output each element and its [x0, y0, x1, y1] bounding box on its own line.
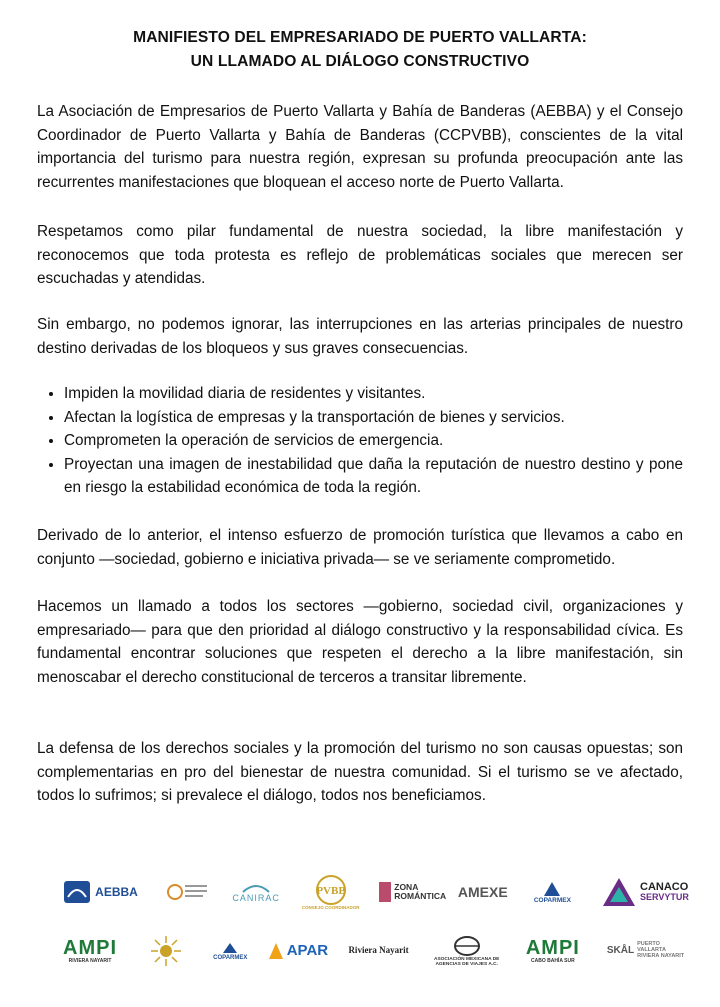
paragraph-conclusion: La defensa de los derechos sociales y la promoción del turismo no son causas opuestas; son complementarias en pro del bienestar de nuestra comunidad. Si el turismo se ve afectado, todos lo sufrimos; si prevalece el diálogo, todos nos beneficiamos. — [37, 740, 683, 805]
amav-logo — [427, 935, 507, 967]
canaco-icon — [601, 875, 637, 909]
aebba-logo-label: AEBBA — [95, 884, 138, 899]
skal-logo-sub: PUERTO VALLARTA RIVIERA NAYARIT — [637, 941, 685, 959]
riviera-logo-label: Riviera Nayarit — [348, 945, 409, 956]
amexe-logo-label: AMEXE — [457, 883, 508, 900]
coparmex-logo-label: COPARMEX — [533, 896, 571, 904]
zona-romantica-logo — [377, 880, 447, 904]
coparmex-logo — [526, 880, 578, 905]
zona-icon — [378, 880, 392, 904]
ampi-cabo-label: AMPI — [525, 936, 580, 959]
list-item: • Proyectan una imagen de inestabilidad que daña la reputación de nuestro destino y pone en riesgo la estabilidad económica de toda la región. — [64, 453, 683, 500]
apar-logo-label: APAR — [286, 942, 329, 960]
skal-logo-label: SKÅL — [606, 944, 635, 956]
ampi-cabo-sub: CABO BAHÍA SUR — [530, 957, 575, 964]
paragraph-consequences: Sin embargo, no podemos ignorar, las interrupciones en las arterias principales de nuestro destino derivadas de los bloqueos y sus graves consecuencias. — [37, 316, 683, 357]
canaco-logo-label: CANACO — [640, 880, 689, 893]
canirac-icon — [239, 880, 273, 894]
coparmex-2-label: COPARMEX — [213, 954, 248, 961]
paragraph-promotion: Derivado de lo anterior, el intenso esfuerzo de promoción turística que llevamos a cabo en conjunto —sociedad, gobierno e iniciativa privada— se ve seriamente comprometido. — [37, 527, 683, 568]
pvbb-icon — [308, 874, 354, 906]
amav-logo-label: ASOCIACIÓN MEXICANA DE AGENCIAS DE VIAJES A.C. — [434, 956, 500, 967]
coparmex-icon — [542, 880, 562, 898]
amexe-logo — [456, 885, 510, 900]
association-logo — [162, 875, 212, 909]
document-title-line-1: MANIFIESTO DEL EMPRESARIADO DE PUERTO VALLARTA: — [133, 29, 587, 46]
list-item: • Afectan la logística de empresas y la transportación de bienes y servicios. — [64, 406, 683, 430]
ampi-riviera-logo — [55, 938, 125, 964]
canaco-logo-sub: SERVYTUR — [640, 892, 689, 903]
coparmex-2-logo — [207, 941, 253, 961]
coparmex-2-icon — [221, 941, 239, 955]
list-item: • Impiden la movilidad diaria de residentes y visitantes. — [64, 382, 683, 406]
list-item: • Comprometen la operación de servicios de emergencia. — [64, 429, 683, 453]
amav-icon — [453, 935, 481, 957]
aebba-logo — [55, 877, 145, 907]
gold-star-icon — [149, 934, 183, 968]
association-icon — [165, 875, 209, 909]
sponsor-logos-row-2 — [55, 928, 695, 974]
riviera-nayarit-logo — [342, 946, 416, 955]
document-title-line-2: UN LLAMADO AL DIÁLOGO CONSTRUCTIVO — [190, 53, 530, 70]
pvbb-logo-label: PVBB — [316, 884, 346, 897]
paragraph-respect: Respetamos como pilar fundamental de nuestra sociedad, la libre manifestación y reconocemos que toda protesta es reflejo de problemáticas sociales que merecen ser escuchadas y atendidas. — [37, 223, 683, 288]
ampi-riviera-label: AMPI — [63, 936, 117, 959]
canaco-logo — [595, 875, 695, 909]
pvbb-logo-sub: CONSEJO COORDINADOR — [301, 904, 360, 910]
pvbb-logo — [301, 874, 361, 911]
paragraph-call-to-dialogue: Hacemos un llamado a todos los sectores —gobierno, sociedad civil, organizaciones y empresariado— para que den prioridad al diálogo constructivo y la responsabilidad cívica. Es fundamental encontrar soluciones que respeten el derecho a la libre manifestación, sin menoscabar el derecho constitucional de terceros a transitar libremente. — [37, 598, 683, 686]
ampi-cabo-logo — [518, 938, 588, 964]
ampi-riviera-sub: RIVIERA NAYARIT — [68, 957, 112, 964]
zona-logo-label: ZONA ROMÁNTICA — [394, 882, 447, 901]
paragraph-intro: La Asociación de Empresarios de Puerto Vallarta y Bahía de Banderas (AEBBA) y el Consejo Coordinador de Puerto Vallarta y Bahía de Banderas (CCPVBB), conscientes de la vital importancia del turismo para nuestra región, expresan su profunda preocupación ante las recurrentes manifestaciones que bloquean el acceso norte de Puerto Vallarta. — [37, 103, 683, 191]
consequences-list — [37, 382, 683, 500]
skal-logo — [599, 942, 695, 959]
apar-icon — [267, 941, 285, 961]
canirac-logo — [228, 880, 284, 903]
canirac-logo-label: CANIRAC — [232, 893, 280, 904]
apar-logo — [264, 941, 330, 961]
aebba-icon — [62, 877, 92, 907]
gold-association-logo — [136, 934, 196, 968]
sponsor-logos-row-1 — [55, 866, 695, 918]
